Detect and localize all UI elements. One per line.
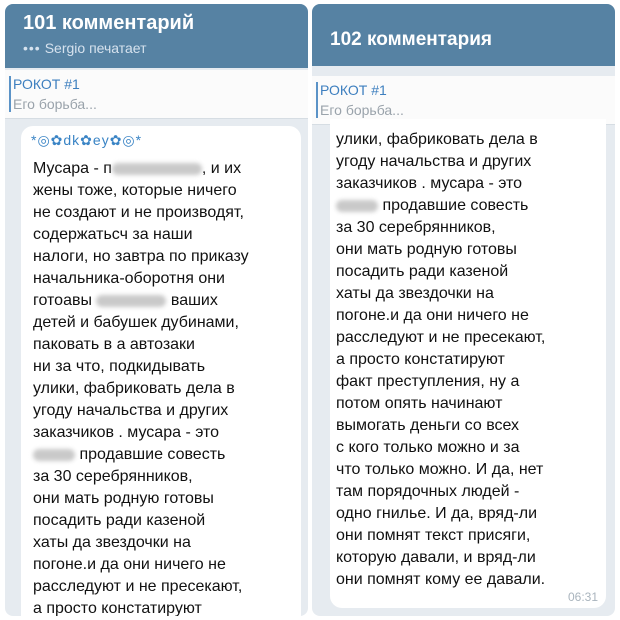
typing-status — [23, 40, 147, 56]
pinned-bar — [316, 82, 318, 118]
message-text — [33, 158, 249, 616]
censored-word — [336, 200, 378, 212]
message-line: вымогать деньги со всех — [336, 417, 520, 434]
message-time: 06:31 — [567, 590, 598, 604]
message-line: они помнят текст присяги, — [336, 527, 531, 544]
message-line: начальника-оборотня они — [33, 270, 225, 287]
message-line: паковать в а автозаки — [33, 336, 195, 353]
message-line: погоне.и да они ничего не — [336, 307, 529, 324]
message-line: детей и бабушек дубинами, — [33, 314, 239, 331]
message-line: расследуют и не пресекают, — [33, 578, 243, 595]
message-line: они мать родную готовы — [336, 241, 517, 258]
message-line: угоду начальства и других — [33, 402, 229, 419]
typing-dots-icon: ••• — [23, 40, 41, 56]
left-chat-panel — [5, 4, 308, 616]
message-line: там порядочных людей - — [336, 483, 520, 500]
message-line: заказчиков . мусара - это — [33, 424, 220, 441]
message-line: готоавы ваших — [33, 292, 218, 309]
message-line: потом опять начинают — [336, 395, 503, 412]
message-line: угоду начальства и других — [336, 153, 532, 170]
message-line: которую давали, и вряд-ли — [336, 549, 536, 566]
pinned-message[interactable] — [5, 70, 308, 119]
message-line: с кого только можно и за — [336, 439, 520, 456]
chat-header[interactable] — [5, 4, 308, 68]
censored-word — [96, 295, 166, 307]
right-chat-panel — [312, 4, 615, 616]
message-line: продавшие совесть — [33, 444, 249, 466]
censored-word — [112, 163, 202, 175]
chat-header[interactable] — [312, 4, 615, 66]
comments-count-title: 101 комментарий — [23, 12, 195, 34]
pinned-title: РОКОТ #1 — [320, 82, 387, 98]
message-line: посадить ради казеной — [33, 512, 206, 529]
message-line: а просто констатируют — [33, 600, 202, 616]
message-line: ни за что, подкидывать — [33, 358, 206, 375]
message-line: они помнят кому ее давали. — [336, 571, 546, 588]
message-line: что только можно. И да, нет — [336, 461, 544, 478]
message-line: улики, фабриковать дела в — [33, 380, 235, 397]
message-line: жены тоже, которые ничего — [33, 182, 237, 199]
message-text — [336, 129, 545, 591]
message-line: продавшие совесть — [336, 195, 545, 217]
message-line: заказчиков . мусара - это — [336, 175, 523, 192]
message-line: содержатьсч за наши — [33, 226, 193, 243]
pinned-bar — [9, 76, 11, 112]
message-line: за 30 серебрянников, — [336, 219, 496, 236]
message-line: налоги, но завтра по приказу — [33, 248, 249, 265]
censored-word — [33, 449, 75, 461]
message-bubble[interactable] — [21, 126, 301, 616]
message-line: посадить ради казеной — [336, 263, 509, 280]
message-line: одно гнилье. И да, вряд-ли — [336, 505, 538, 522]
pinned-text: Его борьба... — [320, 102, 404, 118]
message-signature: *◎✿dk✿ey✿◎* — [31, 132, 143, 148]
message-line: за 30 серебрянников, — [33, 468, 193, 485]
message-line: Мусара - п , и их — [33, 160, 242, 177]
message-line: расследуют и не пресекают, — [336, 329, 546, 346]
typing-status-text: Sergio печатает — [44, 40, 147, 56]
message-line: а просто констатируют — [336, 351, 505, 368]
message-line: хаты да звездочки на — [336, 285, 494, 302]
message-line: улики, фабриковать дела в — [336, 131, 538, 148]
pinned-message[interactable] — [312, 76, 615, 125]
comments-count-title: 102 комментария — [330, 29, 492, 50]
message-line: не создают и не производят, — [33, 204, 244, 221]
message-line: погоне.и да они ничего не — [33, 556, 226, 573]
message-line: факт преступления, ну а — [336, 373, 520, 390]
pinned-text: Его борьба... — [13, 96, 97, 112]
pinned-title: РОКОТ #1 — [13, 76, 80, 92]
message-line: они мать родную готовы — [33, 490, 214, 507]
message-bubble[interactable] — [330, 119, 606, 608]
message-line: хаты да звездочки на — [33, 534, 191, 551]
